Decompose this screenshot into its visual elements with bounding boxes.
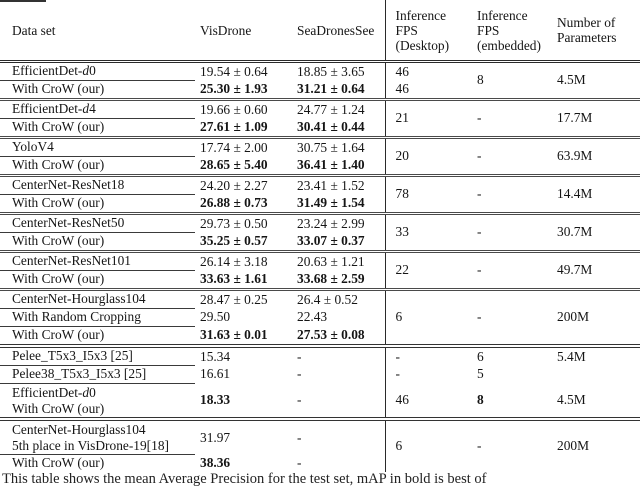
- model-name-line1: [12, 385, 195, 401]
- cell-fps-embedded: 8: [477, 72, 484, 88]
- cell-model-name: CenterNet-ResNet18: [0, 176, 195, 195]
- model-name-line1: CenterNet-Hourglass104: [12, 421, 146, 437]
- cell-model-name: With CroW (our): [12, 81, 105, 97]
- cell-fps-embedded: 8: [477, 392, 484, 408]
- cell-visdrone-map: 15.34: [195, 346, 290, 366]
- cell-fps-embedded: -: [470, 138, 548, 176]
- cell-fps-desktop: 46: [385, 81, 470, 100]
- cell-visdrone-map: 25.30 ± 1.93: [200, 81, 268, 96]
- cell-fps-embedded: 6: [470, 346, 548, 366]
- cell-parameters: 5.4M: [548, 346, 640, 366]
- cell-fps-embedded: -: [470, 252, 548, 290]
- cell-model-name: With CroW (our): [12, 271, 105, 287]
- model-name-italic: d: [82, 63, 90, 79]
- cell-parameters: 14.4M: [548, 176, 640, 214]
- cell-seadronessee-map: 31.49 ± 1.54: [297, 195, 365, 210]
- cell-fps-embedded: -: [470, 290, 548, 347]
- table-row: [0, 346, 640, 366]
- cell-visdrone-map: 33.63 ± 1.61: [200, 271, 268, 286]
- cell-visdrone-map: 28.65 ± 5.40: [200, 157, 268, 172]
- model-name-text: 0: [89, 63, 96, 79]
- cell-visdrone-map: 18.33: [200, 392, 231, 408]
- cell-fps-desktop: 78: [385, 176, 470, 214]
- model-name-italic: d: [82, 384, 90, 400]
- cell-seadronessee-map: 20.63 ± 1.21: [290, 252, 385, 271]
- cell-fps-embedded: -: [470, 100, 548, 138]
- cell-model-name: Pelee_T5x3_I5x3 [25]: [0, 346, 195, 366]
- table-row: [0, 384, 640, 420]
- cell-seadronessee-map: 27.53 ± 0.08: [297, 327, 365, 342]
- model-name-italic: d: [82, 101, 90, 117]
- model-name-text: 4: [89, 101, 96, 117]
- model-name-line2: 5th place in VisDrone-19[18]: [12, 437, 169, 453]
- cell-visdrone-map: 19.54 ± 0.64: [200, 63, 268, 79]
- cell-parameters: 63.9M: [548, 138, 640, 176]
- cell-fps-desktop: 20: [385, 138, 470, 176]
- col-header-fps-desktop: Inference FPS (Desktop): [385, 0, 470, 62]
- cell-visdrone-map: 28.47 ± 0.25: [195, 290, 290, 309]
- cell-model-name: CenterNet-ResNet50: [0, 214, 195, 233]
- cell-seadronessee-map: 31.21 ± 0.64: [297, 81, 365, 96]
- col-header-dataset: Data set: [0, 0, 195, 62]
- cell-fps-desktop: 6: [385, 419, 470, 472]
- cell-model-name: With CroW (our): [12, 157, 105, 173]
- col-header-visdrone: VisDrone: [195, 0, 290, 62]
- table-row: [0, 366, 640, 384]
- cell-model-name: [0, 419, 195, 455]
- cell-fps-desktop: 33: [385, 214, 470, 252]
- table-row: [0, 62, 640, 81]
- cell-seadronessee-map: 30.41 ± 0.44: [297, 119, 365, 134]
- table-row: [0, 100, 640, 119]
- header-row: [0, 0, 640, 62]
- cell-seadronessee-map: 26.4 ± 0.52: [290, 290, 385, 309]
- cell-visdrone-map: 31.97: [195, 419, 290, 455]
- cell-visdrone-map: 17.74 ± 2.00: [195, 138, 290, 157]
- cell-seadronessee-map: 33.07 ± 0.37: [297, 233, 365, 248]
- cell-model-name: [0, 384, 195, 420]
- cell-seadronessee-map: 23.24 ± 2.99: [290, 214, 385, 233]
- cell-visdrone-map: 35.25 ± 0.57: [200, 233, 268, 248]
- cell-visdrone-map: 26.88 ± 0.73: [200, 195, 268, 210]
- cell-model-name: With Random Cropping: [0, 309, 195, 327]
- cell-fps-desktop: 46: [385, 62, 470, 81]
- cell-visdrone-map: 24.20 ± 2.27: [195, 176, 290, 195]
- cell-parameters: 200M: [548, 290, 640, 347]
- cell-model-name: With CroW (our): [12, 455, 105, 471]
- table-row: [0, 214, 640, 233]
- cell-parameters: 49.7M: [548, 252, 640, 290]
- cell-visdrone-map: 27.61 ± 1.09: [200, 119, 268, 134]
- cell-parameters: [548, 366, 640, 384]
- cell-model-name: CenterNet-ResNet101: [0, 252, 195, 271]
- cell-seadronessee-map: 18.85 ± 3.65: [297, 63, 365, 79]
- cell-fps-desktop: -: [385, 346, 470, 366]
- cell-model-name: CenterNet-Hourglass104: [0, 290, 195, 309]
- cell-visdrone-map: 16.61: [200, 366, 231, 382]
- cell-fps-desktop: 21: [385, 100, 470, 138]
- cell-seadronessee-map: 33.68 ± 2.59: [297, 271, 365, 286]
- col-header-fps-embedded: Inference FPS (embedded): [470, 0, 548, 62]
- cell-model-name: [0, 62, 195, 81]
- cell-fps-desktop: 22: [385, 252, 470, 290]
- col-header-num-parameters: Number of Parameters: [548, 0, 640, 62]
- cell-fps-embedded: -: [470, 214, 548, 252]
- cell-fps-embedded: -: [470, 176, 548, 214]
- cell-fps-desktop: -: [385, 366, 470, 384]
- cell-seadronessee-map: 23.41 ± 1.52: [290, 176, 385, 195]
- cell-model-name: With CroW (our): [12, 195, 105, 211]
- cell-model-name: [0, 100, 195, 119]
- cell-seadronessee-map: 22.43: [297, 309, 328, 325]
- cell-visdrone-map: 29.73 ± 0.50: [195, 214, 290, 233]
- cell-fps-desktop: 6: [385, 290, 470, 347]
- cell-seadronessee-map: -: [297, 455, 302, 470]
- cell-visdrone-map: 29.50: [200, 309, 231, 325]
- cell-parameters: 30.7M: [548, 214, 640, 252]
- cell-parameters: 17.7M: [548, 100, 640, 138]
- cell-fps-embedded: -: [470, 419, 548, 472]
- model-name-text: EfficientDet-: [12, 63, 83, 79]
- cell-fps-embedded: 5: [477, 366, 484, 382]
- cell-visdrone-map: 31.63 ± 0.01: [200, 327, 268, 342]
- cell-seadronessee-map: -: [297, 366, 302, 382]
- table-row: [0, 138, 640, 157]
- cell-model-name: With CroW (our): [12, 119, 105, 135]
- table-row: [0, 176, 640, 195]
- table-row: [0, 252, 640, 271]
- cell-seadronessee-map: 36.41 ± 1.40: [297, 157, 365, 172]
- cell-seadronessee-map: -: [290, 346, 385, 366]
- cell-visdrone-map: 38.36: [200, 455, 231, 470]
- table-row: [0, 290, 640, 309]
- cell-model-name: YoloV4: [0, 138, 195, 157]
- cell-visdrone-map: 26.14 ± 3.18: [195, 252, 290, 271]
- table-caption-clipped: This table shows the mean Average Precision for the test set, mAP in bold is best of: [2, 471, 487, 487]
- model-name-text: EfficientDet-: [12, 101, 83, 117]
- cell-seadronessee-map: -: [297, 392, 302, 408]
- cell-fps-desktop: 46: [385, 384, 470, 420]
- cell-model-name: With CroW (our): [12, 233, 105, 249]
- cell-seadronessee-map: -: [290, 419, 385, 455]
- cell-model-name: Pelee38_T5x3_I5x3 [25]: [0, 366, 195, 384]
- cell-seadronessee-map: 30.75 ± 1.64: [290, 138, 385, 157]
- cell-parameters: 200M: [548, 419, 640, 472]
- cell-parameters: 4.5M: [557, 392, 586, 408]
- col-header-seadronessee: SeaDronesSee: [290, 0, 385, 62]
- model-name-text: EfficientDet-: [12, 384, 83, 400]
- cell-parameters: 4.5M: [557, 72, 586, 88]
- table-row: [0, 419, 640, 455]
- cell-visdrone-map: 19.66 ± 0.60: [195, 100, 290, 119]
- cell-seadronessee-map: 24.77 ± 1.24: [290, 100, 385, 119]
- model-name-text: 0: [89, 384, 96, 400]
- cell-model-name: With CroW (our): [12, 327, 105, 343]
- model-name-line2: With CroW (our): [12, 400, 105, 416]
